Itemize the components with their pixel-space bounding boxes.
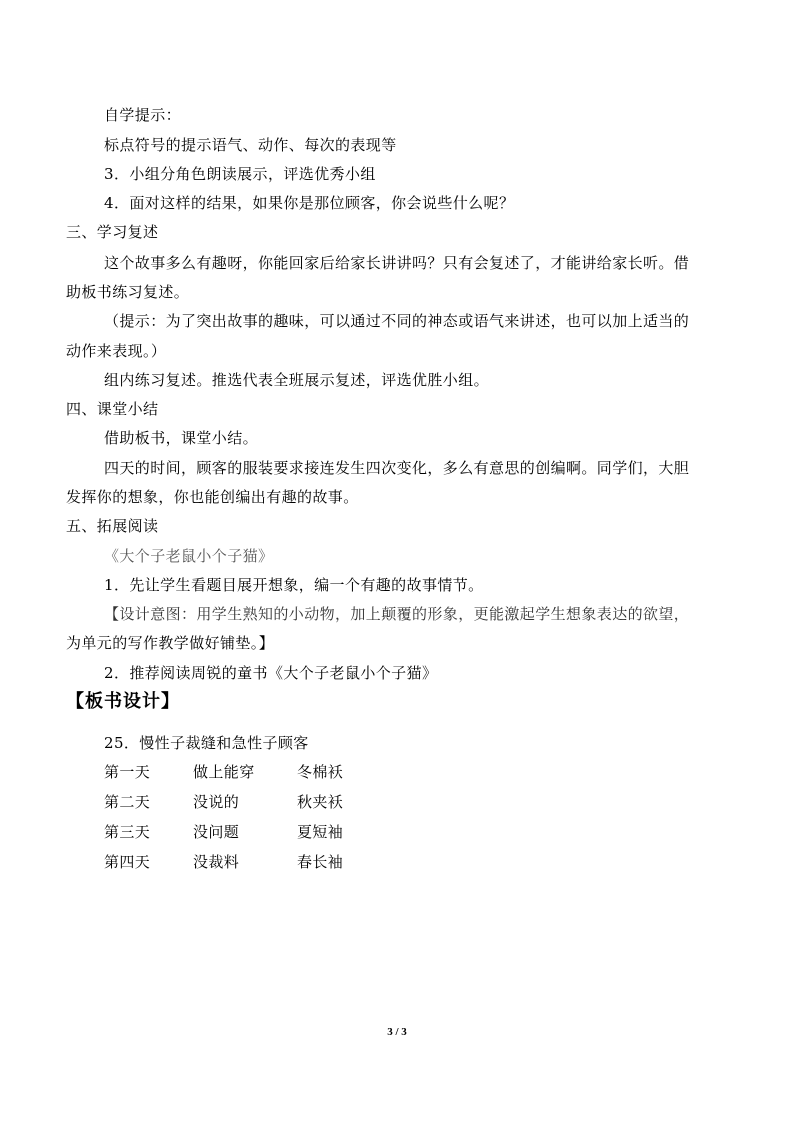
- design-intent-2: 为单元的写作教学做好铺垫。】: [66, 634, 275, 652]
- paragraph-four-days-1: 四天的时间，顾客的服装要求接连发生四次变化，多么有意思的创编啊。同学们，大胆: [104, 459, 690, 477]
- paragraph-group-practice: 组内练习复述。推选代表全班展示复述，评选优胜小组。: [104, 371, 490, 389]
- page-number: 3 / 3: [387, 1026, 407, 1038]
- paragraph-retell-1: 这个故事多么有趣呀，你能回家后给家长讲讲吗？只有会复述了，才能讲给家长听。借: [104, 254, 690, 272]
- design-intent-1: 【设计意图：用学生熟知的小动物，加上颠覆的形象，更能激起学生想象表达的欲望，: [104, 605, 690, 623]
- board-garment-2: 秋夹袄: [297, 793, 344, 811]
- board-day-1: 第一天: [104, 763, 151, 781]
- reading-step-1: 1．先让学生看题目展开想象，编一个有趣的故事情节。: [104, 576, 484, 594]
- board-tailor-3: 没问题: [193, 823, 240, 841]
- paragraph-four-days-2: 发挥你的想象，你也能创编出有趣的故事。: [66, 488, 359, 506]
- reading-step-2: 2．推荐阅读周锐的童书《大个子老鼠小个子猫》: [104, 664, 438, 682]
- board-garment-3: 夏短袖: [297, 823, 344, 841]
- section-heading-3: 三、学习复述: [66, 223, 159, 241]
- paragraph-tip-1: （提示：为了突出故事的趣味，可以通过不同的神态或语气来讲述，也可以加上适当的: [104, 312, 690, 330]
- section-heading-5: 五、拓展阅读: [66, 517, 159, 535]
- step-4: 4．面对这样的结果，如果你是那位顾客，你会说些什么呢？: [104, 194, 515, 212]
- board-day-4: 第四天: [104, 853, 151, 871]
- board-garment-1: 冬棉袄: [297, 763, 344, 781]
- board-tailor-2: 没说的: [193, 793, 240, 811]
- board-garment-4: 春长袖: [297, 853, 344, 871]
- paragraph-tip-2: 动作来表现。）: [66, 342, 167, 360]
- board-day-2: 第二天: [104, 793, 151, 811]
- paragraph-retell-2: 助板书练习复述。: [66, 283, 190, 301]
- board-tailor-1: 做上能穿: [193, 763, 255, 781]
- self-study-hint-label: 自学提示：: [104, 106, 182, 124]
- book-title: 《大个子老鼠小个子猫》: [104, 547, 274, 565]
- section-heading-4: 四、课堂小结: [66, 400, 159, 418]
- hint-text: 标点符号的提示语气、动作、每次的表现等: [104, 136, 397, 154]
- step-3: 3．小组分角色朗读展示，评选优秀小组: [104, 165, 376, 183]
- paragraph-summary: 借助板书，课堂小结。: [104, 429, 259, 447]
- board-design-heading: 【板书设计】: [66, 691, 180, 712]
- lesson-title: 25．慢性子裁缝和急性子顾客: [104, 734, 309, 752]
- board-day-3: 第三天: [104, 823, 151, 841]
- board-tailor-4: 没裁料: [193, 853, 240, 871]
- board-design-table: [104, 762, 417, 872]
